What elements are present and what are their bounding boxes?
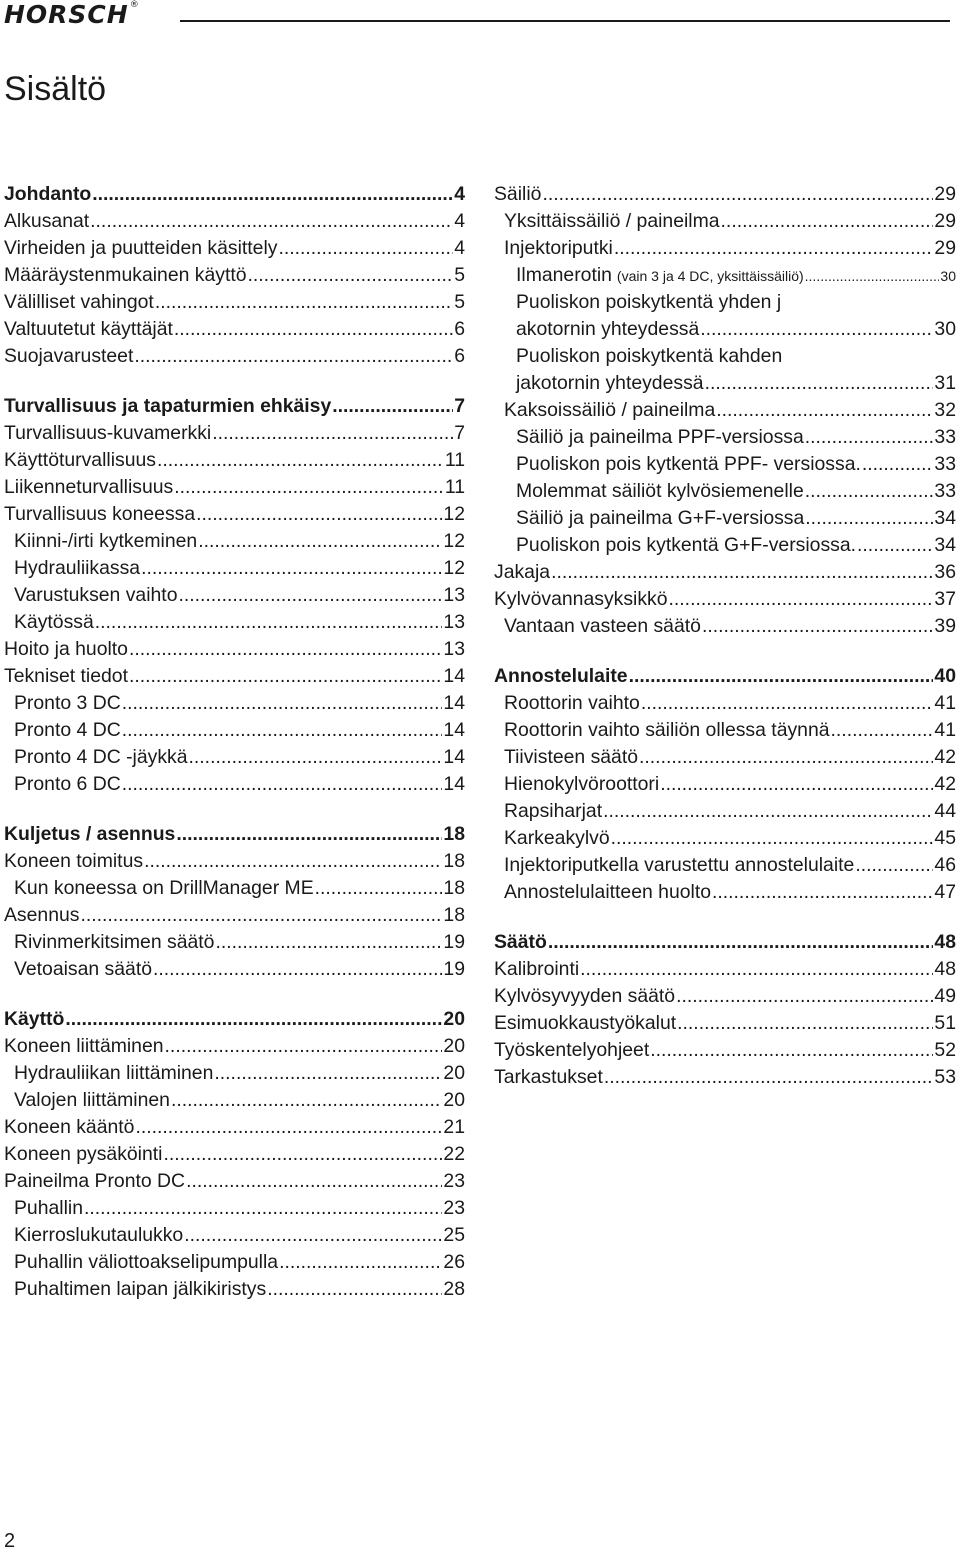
toc-dot-leader: [702, 615, 933, 638]
toc-page-number: 18: [443, 877, 465, 899]
toc-dot-leader: [660, 773, 933, 796]
toc-entry[interactable]: [4, 291, 465, 318]
toc-entry-title: Koneen liittäminen: [4, 1035, 164, 1057]
toc-dot-leader: [639, 746, 933, 769]
toc-dot-leader: [212, 422, 453, 445]
toc-dot-leader: [141, 557, 442, 580]
page-title: Sisältö: [4, 70, 107, 108]
toc-page-number: 25: [443, 1224, 465, 1246]
toc-entry[interactable]: [494, 183, 956, 210]
toc-dot-leader: [184, 1224, 442, 1247]
toc-entry[interactable]: [4, 422, 465, 449]
toc-dot-leader: [542, 183, 933, 206]
toc-entry[interactable]: [4, 503, 465, 530]
toc-entry-title: Tarkastukset: [494, 1066, 603, 1088]
toc-page-number: 6: [454, 345, 465, 367]
toc-entry-title: Kalibrointi: [494, 958, 580, 980]
toc-entry[interactable]: [494, 1039, 956, 1066]
toc-entry-title: Hydrauliikassa: [14, 557, 141, 579]
toc-dot-leader: [189, 746, 443, 769]
toc-dot-leader: [84, 1197, 442, 1220]
toc-page-number: 21: [443, 1116, 465, 1138]
toc-dot-leader: [855, 854, 933, 877]
toc-page-number: 20: [443, 1035, 465, 1057]
toc-entry-title: Asennus: [4, 904, 80, 926]
toc-entry-title: Turvallisuus-kuvamerkki: [4, 422, 212, 444]
toc-entry[interactable]: [4, 584, 465, 611]
toc-entry[interactable]: [494, 958, 956, 985]
toc-dot-leader: [248, 264, 454, 287]
toc-page-number: 14: [443, 692, 465, 714]
toc-page-number: 46: [934, 854, 956, 876]
toc-dot-leader: [716, 399, 933, 422]
toc-dot-leader: [157, 449, 444, 472]
toc-entry-title: Esimuokkaustyökalut: [494, 1012, 677, 1034]
toc-page-number: 45: [934, 827, 956, 849]
toc-entry[interactable]: [4, 904, 465, 931]
toc-entry-title: Puoliskon poiskytkentä kahden: [516, 345, 783, 367]
toc-page-number: 34: [934, 507, 956, 529]
toc-section-heading[interactable]: [494, 665, 956, 692]
toc-page-number: 44: [934, 800, 956, 822]
toc-entry[interactable]: [4, 345, 465, 372]
toc-entry-title: Vetoaisan säätö: [14, 958, 152, 980]
toc-entry[interactable]: [4, 638, 465, 665]
toc-entry-title: Karkeakylvö: [504, 827, 610, 849]
toc-section-heading[interactable]: [4, 823, 465, 850]
toc-dot-leader: [122, 692, 443, 715]
toc-page-number: 18: [443, 904, 465, 926]
toc-dot-leader: [80, 904, 442, 927]
toc-entry-title: Säiliö: [494, 183, 542, 205]
toc-entry-title: Pronto 4 DC -jäykkä: [14, 746, 188, 768]
toc-entry-title: Säätö: [494, 931, 547, 953]
toc-entry-title: Suojavarusteet: [4, 345, 134, 367]
toc-page-number: 11: [444, 449, 465, 471]
toc-entry[interactable]: [494, 345, 956, 372]
toc-page-number: 34: [934, 534, 956, 556]
toc-entry[interactable]: [494, 1012, 956, 1039]
toc-dot-leader: [604, 1066, 934, 1089]
toc-entry-title: Puhallin: [14, 1197, 83, 1219]
toc-section-heading[interactable]: [494, 931, 956, 958]
toc-entry-title: Ilmanerotin: [516, 264, 612, 286]
toc-dot-leader: [805, 268, 940, 284]
toc-dot-leader: [580, 958, 933, 981]
horsch-logo: [4, 0, 140, 29]
toc-page-number: 18: [443, 823, 465, 845]
toc-section-gap: [4, 800, 465, 823]
toc-dot-leader: [215, 931, 442, 954]
toc-entry-title: Yksittäissäiliö / paineilma: [504, 210, 720, 232]
toc-dot-leader: [629, 665, 934, 688]
toc-entry-title: Kun koneessa on DrillManager ME: [14, 877, 314, 899]
toc-dot-leader: [178, 584, 442, 607]
toc-entry-title: Kylvövannasyksikkö: [494, 588, 668, 610]
page-number: 2: [4, 1530, 16, 1552]
toc-page-number: 30: [934, 318, 956, 340]
toc-entry-title: Annostelulaitteen huolto: [504, 881, 711, 903]
toc-entry-title: Pronto 6 DC: [14, 773, 121, 795]
toc-page-number: 20: [443, 1062, 465, 1084]
toc-entry[interactable]: [494, 854, 956, 881]
toc-dot-leader: [641, 692, 934, 715]
toc-entry-title: Injektoriputkella varustettu annostelulaite: [504, 854, 855, 876]
toc-page-number: 49: [934, 985, 956, 1007]
toc-entry-title: Molemmat säiliöt kylvösiemenelle: [516, 480, 804, 502]
toc-entry-title: Johdanto: [4, 183, 92, 205]
toc-dot-leader: [857, 534, 933, 557]
toc-entry-title: Koneen toimitus: [4, 850, 144, 872]
toc-entry[interactable]: [494, 588, 956, 615]
toc-dot-leader: [805, 507, 933, 530]
toc-section-gap: [4, 372, 465, 395]
toc-entry-title: Turvallisuus koneessa: [4, 503, 196, 525]
toc-entry-title: Jakaja: [494, 561, 551, 583]
toc-dot-leader: [551, 561, 933, 584]
toc-entry[interactable]: [494, 399, 956, 426]
toc-dot-leader: [278, 237, 453, 260]
toc-dot-leader: [332, 395, 453, 418]
toc-page-number: 41: [934, 719, 956, 741]
toc-entry[interactable]: [4, 449, 465, 476]
toc-entry[interactable]: [4, 1197, 465, 1224]
toc-entry-title: Vantaan vasteen säätö: [504, 615, 701, 637]
toc-dot-leader: [315, 877, 443, 900]
toc-page-number: 33: [934, 426, 956, 448]
toc-dot-leader: [122, 719, 443, 742]
toc-page-number: 14: [443, 719, 465, 741]
toc-dot-leader: [712, 881, 933, 904]
toc-entry-title: Valtuutetut käyttäjät: [4, 318, 173, 340]
toc-entry-title: Puoliskon pois kytkentä G+F-versiossa.: [516, 534, 857, 556]
toc-entry[interactable]: [4, 1251, 465, 1278]
toc-entry-title: Liikenneturvallisuus: [4, 476, 174, 498]
toc-entry[interactable]: [494, 534, 956, 561]
toc-entry-title: Kierroslukutaulukko: [14, 1224, 184, 1246]
toc-entry-title: Varustuksen vaihto: [14, 584, 178, 606]
toc-entry-title: Puhaltimen laipan jälkikiristys: [14, 1278, 267, 1300]
toc-page-number: 51: [934, 1012, 956, 1034]
toc-dot-leader: [650, 1039, 933, 1062]
toc-dot-leader: [135, 1116, 442, 1139]
toc-entry-note: (vain 3 ja 4 DC, yksittäissäiliö): [616, 268, 804, 284]
toc-page-number: 5: [454, 291, 465, 313]
toc-dot-leader: [171, 1089, 442, 1112]
toc-entry[interactable]: [494, 291, 956, 318]
toc-page-number: 7: [454, 422, 465, 444]
toc-entry-title: Käytössä: [14, 611, 94, 633]
toc-entry-title: Puhallin väliottoakselipumpulla: [14, 1251, 279, 1273]
toc-entry-title: Kiinni-/irti kytkeminen: [14, 530, 198, 552]
toc-page-number: 22: [443, 1143, 465, 1165]
toc-dot-leader: [95, 611, 443, 634]
toc-page-number: 23: [443, 1170, 465, 1192]
toc-entry-title: Tiivisteen säätö: [504, 746, 639, 768]
toc-page-number: 4: [454, 210, 465, 232]
toc-entry[interactable]: [4, 931, 465, 958]
toc-dot-leader: [186, 1170, 442, 1193]
toc-page-number: 36: [934, 561, 956, 583]
toc-entry[interactable]: [4, 476, 465, 503]
toc-entry[interactable]: [4, 1170, 465, 1197]
toc-entry-title: Injektoriputki: [504, 237, 613, 259]
toc-page-number: 11: [444, 476, 465, 498]
toc-page-number: 42: [934, 746, 956, 768]
toc-section-heading[interactable]: [4, 1008, 465, 1035]
toc-entry-title: Kaksoissäiliö / paineilma: [504, 399, 716, 421]
toc-page-number: 4: [454, 183, 465, 205]
toc-entry-title: Rapsiharjat: [504, 800, 603, 822]
toc-entry-title: Koneen pysäköinti: [4, 1143, 163, 1165]
toc-page-number: 19: [443, 931, 465, 953]
toc-entry-title: Säiliö ja paineilma G+F-versiossa: [516, 507, 805, 529]
toc-entry-title: Käyttö: [4, 1008, 65, 1030]
toc-entry-title: Paineilma Pronto DC: [4, 1170, 186, 1192]
toc-entry[interactable]: [4, 1035, 465, 1062]
toc-entry[interactable]: [494, 480, 956, 507]
toc-dot-leader: [548, 931, 934, 954]
toc-dot-leader: [90, 210, 453, 233]
toc-dot-leader: [129, 665, 442, 688]
toc-entry-title: Tekniset tiedot: [4, 665, 128, 687]
toc-entry[interactable]: [494, 507, 956, 534]
toc-page-number: 40: [934, 665, 956, 687]
toc-entry[interactable]: [4, 958, 465, 985]
toc-page-number: 18: [443, 850, 465, 872]
toc-entry[interactable]: [494, 561, 956, 588]
toc-page-number: 13: [443, 638, 465, 660]
toc-entry-title: Hoito ja huolto: [4, 638, 128, 660]
toc-dot-leader: [831, 719, 934, 742]
toc-dot-leader: [700, 318, 933, 341]
toc-entry-title: Virheiden ja puutteiden käsittely: [4, 237, 278, 259]
toc-dot-leader: [155, 291, 453, 314]
toc-page-number: 39: [934, 615, 956, 637]
toc-page-number: 30: [940, 268, 956, 284]
toc-entry[interactable]: [4, 850, 465, 877]
logo-text: HORSCH: [4, 0, 129, 29]
toc-page-number: 47: [934, 881, 956, 903]
toc-dot-leader: [129, 638, 442, 661]
toc-entry[interactable]: [494, 318, 956, 345]
toc-page-number: 33: [934, 480, 956, 502]
toc-entry-title: Pronto 4 DC: [14, 719, 121, 741]
toc-entry-title: Puoliskon poiskytkentä yhden j: [516, 291, 782, 313]
toc-entry[interactable]: [4, 1224, 465, 1251]
toc-entry-title: Roottorin vaihto säiliön ollessa täynnä: [504, 719, 830, 741]
toc-entry[interactable]: [4, 1143, 465, 1170]
toc-entry-title: Puoliskon pois kytkentä PPF- versiossa.: [516, 453, 861, 475]
toc-page-number: 12: [443, 530, 465, 552]
toc-dot-leader: [176, 823, 442, 846]
toc-dot-leader: [214, 1062, 442, 1085]
toc-page-number: 14: [443, 665, 465, 687]
toc-dot-leader: [196, 503, 442, 526]
toc-entry[interactable]: [494, 746, 956, 773]
toc-page-number: 19: [443, 958, 465, 980]
toc-entry-title: Käyttöturvallisuus: [4, 449, 156, 471]
toc-entry-title: Rivinmerkitsimen säätö: [14, 931, 215, 953]
toc-page-number: 33: [934, 453, 956, 475]
toc-entry-title: Säiliö ja paineilma PPF-versiossa: [516, 426, 804, 448]
toc-entry-title: Roottorin vaihto: [504, 692, 640, 714]
toc-page-number: 7: [454, 395, 465, 417]
toc-page-number: 4: [454, 237, 465, 259]
toc-page-number: 41: [934, 692, 956, 714]
toc-page-number: 48: [934, 931, 956, 953]
toc-page-number: 12: [443, 557, 465, 579]
toc-entry[interactable]: [494, 372, 956, 399]
toc-page-number: 53: [934, 1066, 956, 1088]
toc-entry[interactable]: [494, 237, 956, 264]
toc-page-number: 5: [454, 264, 465, 286]
toc-entry[interactable]: [4, 1116, 465, 1143]
toc-entry[interactable]: [4, 611, 465, 638]
toc-entry[interactable]: [4, 877, 465, 904]
toc-dot-leader: [134, 345, 453, 368]
toc-dot-leader: [174, 318, 453, 341]
toc-entry[interactable]: [4, 773, 465, 800]
toc-entry[interactable]: [494, 264, 956, 291]
toc-entry[interactable]: [494, 615, 956, 642]
toc-entry[interactable]: [4, 746, 465, 773]
toc-entry[interactable]: [494, 426, 956, 453]
toc-page-number: 29: [934, 183, 956, 205]
toc-entry[interactable]: [494, 210, 956, 237]
toc-entry[interactable]: [494, 453, 956, 480]
toc-entry[interactable]: [494, 1066, 956, 1093]
toc-page-number: 42: [934, 773, 956, 795]
toc-entry-title: jakotornin yhteydessä: [516, 372, 704, 394]
toc-page-number: 31: [934, 372, 956, 394]
toc-dot-leader: [153, 958, 442, 981]
toc-entry[interactable]: [494, 719, 956, 746]
registered-mark: ®: [129, 0, 140, 10]
toc-page-number: 13: [443, 611, 465, 633]
toc-dot-leader: [165, 1035, 443, 1058]
toc-dot-leader: [267, 1278, 442, 1301]
toc-dot-leader: [603, 800, 933, 823]
toc-page-number: 6: [454, 318, 465, 340]
toc-page-number: 13: [443, 584, 465, 606]
toc-entry[interactable]: [4, 1089, 465, 1116]
toc-section-gap: [494, 642, 956, 665]
toc-column-left: [4, 183, 465, 1305]
toc-dot-leader: [122, 773, 443, 796]
toc-entry-title: Hienokylvöroottori: [504, 773, 660, 795]
toc-entry[interactable]: [494, 773, 956, 800]
toc-page-number: 12: [443, 503, 465, 525]
toc-entry[interactable]: [494, 827, 956, 854]
toc-page-number: 28: [443, 1278, 465, 1300]
toc-entry[interactable]: [4, 1278, 465, 1305]
toc-dot-leader: [677, 1012, 933, 1035]
toc-dot-leader: [705, 372, 934, 395]
toc-entry-title: Turvallisuus ja tapaturmien ehkäisy: [4, 395, 332, 417]
toc-entry[interactable]: [494, 881, 956, 908]
toc-dot-leader: [611, 827, 934, 850]
header-rule: [180, 20, 950, 22]
toc-entry[interactable]: [4, 237, 465, 264]
toc-dot-leader: [65, 1008, 442, 1031]
toc-entry-title: Alkusanat: [4, 210, 90, 232]
toc-entry[interactable]: [4, 557, 465, 584]
toc-dot-leader: [805, 426, 934, 449]
toc-entry-title: Annostelulaite: [494, 665, 628, 687]
toc-entry-title: Hydrauliikan liittäminen: [14, 1062, 214, 1084]
toc-section-gap: [4, 985, 465, 1008]
toc-dot-leader: [614, 237, 934, 260]
toc-page-number: 52: [934, 1039, 956, 1061]
toc-entry-title: Kuljetus / asennus: [4, 823, 176, 845]
toc-page-number: 29: [934, 210, 956, 232]
toc-entry[interactable]: [4, 1062, 465, 1089]
toc-column-right: [494, 183, 956, 1093]
toc-entry[interactable]: [494, 985, 956, 1012]
toc-entry-title: Pronto 3 DC: [14, 692, 121, 714]
toc-entry[interactable]: [494, 692, 956, 719]
toc-entry-title: Työskentelyohjeet: [494, 1039, 650, 1061]
toc-page-number: 23: [443, 1197, 465, 1219]
toc-entry[interactable]: [4, 719, 465, 746]
toc-entry-title: Valojen liittäminen: [14, 1089, 170, 1111]
toc-page-number: 26: [443, 1251, 465, 1273]
toc-page-number: 20: [443, 1089, 465, 1111]
toc-entry-title: Välilliset vahingot: [4, 291, 154, 313]
toc-entry[interactable]: [494, 800, 956, 827]
toc-entry-title: Kylvösyvyyden säätö: [494, 985, 676, 1007]
toc-entry[interactable]: [4, 210, 465, 237]
toc-entry[interactable]: [4, 665, 465, 692]
toc-dot-leader: [676, 985, 933, 1008]
toc-dot-leader: [862, 453, 934, 476]
toc-dot-leader: [669, 588, 934, 611]
toc-entry[interactable]: [4, 264, 465, 291]
toc-page-number: 20: [443, 1008, 465, 1030]
toc-entry-title: Koneen kääntö: [4, 1116, 135, 1138]
toc-section-heading[interactable]: [4, 395, 465, 422]
toc-entry[interactable]: [4, 692, 465, 719]
toc-section-heading[interactable]: [4, 183, 465, 210]
toc-page-number: 29: [934, 237, 956, 259]
toc-dot-leader: [279, 1251, 442, 1274]
toc-entry[interactable]: [4, 530, 465, 557]
toc-page-number: 14: [443, 773, 465, 795]
toc-page-number: 32: [934, 399, 956, 421]
toc-dot-leader: [144, 850, 442, 873]
toc-entry[interactable]: [4, 318, 465, 345]
toc-dot-leader: [198, 530, 442, 553]
toc-entry-title: Määräystenmukainen käyttö: [4, 264, 247, 286]
toc-dot-leader: [805, 480, 934, 503]
toc-page-number: 48: [934, 958, 956, 980]
toc-page-number: 14: [443, 746, 465, 768]
toc-page-number: 37: [934, 588, 956, 610]
toc-dot-leader: [92, 183, 453, 206]
toc-dot-leader: [174, 476, 444, 499]
toc-section-gap: [494, 908, 956, 931]
toc-dot-leader: [163, 1143, 442, 1166]
toc-dot-leader: [721, 210, 934, 233]
toc-entry-title: akotornin yhteydessä: [516, 318, 700, 340]
